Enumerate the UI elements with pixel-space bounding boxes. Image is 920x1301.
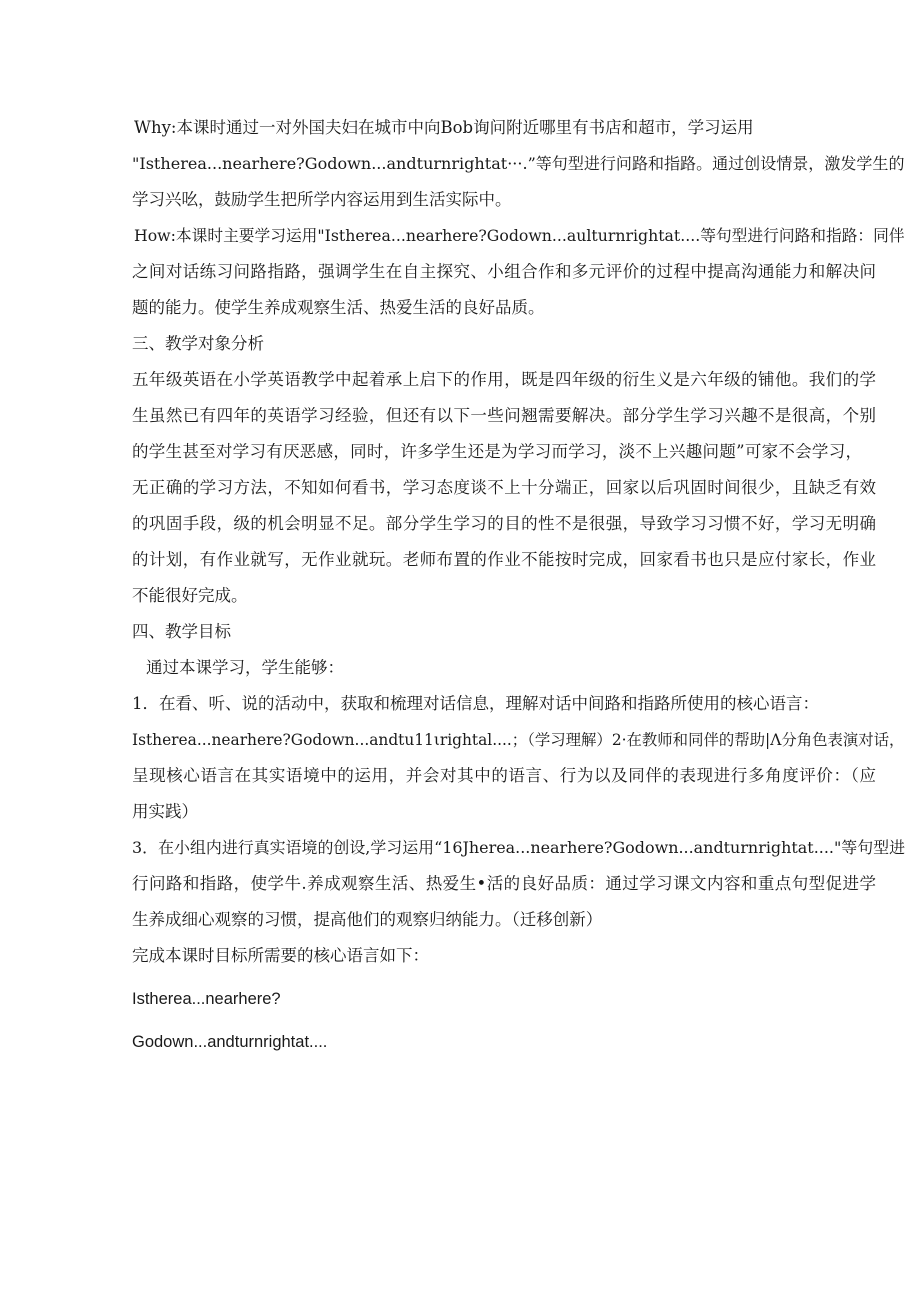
analysis-paragraph-line-6: 的计划，有作业就写，无作业就玩。老师布置的作业不能按时完成，回家看书也只是应付家长，作业	[132, 550, 876, 569]
analysis-paragraph-line-2: 生虽然已有四年的英语学习经验，但还有以下一些问翘需要解决。部分学生学习兴趣不是很高，个别	[132, 406, 876, 425]
goal-3-line-1: 3．在小组内进行真实语境的创设,学习运用“16Jherea...nearhere?Godown...andturnrightat...."等句型进	[132, 838, 906, 857]
goal-3-line-2: 行问路和指路，使学牛.养成观察生活、热爱生•活的良好品质：通过学习课文内容和重点句型促进学	[132, 874, 876, 893]
core-language-sentence-1: Istherea...nearhere?	[132, 990, 281, 1008]
analysis-paragraph-line-3: 的学生甚至对学习有厌恶感，同时，许多学生还是为学习而学习，淡不上兴趣问题”可家不会学习，	[132, 442, 862, 461]
goal-2-line-1: 呈现核心语言在其实语境中的运用，并会对其中的语言、行为以及同伴的表现进行多角度评价：（应	[132, 766, 876, 785]
how-paragraph-line-1: How:本课时主要学习运用"Istherea...nearhere?Godown...aulturnrightat....等句型进行问路和指路：同伴	[134, 226, 905, 245]
analysis-paragraph-line-5: 的巩固手段，级的机会明显不足。部分学生学习的目的性不是很强，导致学习习惯不好，学习无明确	[132, 514, 876, 533]
analysis-paragraph-line-4: 无正确的学习方法，不知如何看书，学习态度谈不上十分端正，回家以后巩固时间很少，且缺乏有效	[132, 478, 876, 497]
section-heading-teaching-goals: 四、教学目标	[132, 622, 231, 641]
why-paragraph-line-3: 学习兴吆，鼓励学生把所学内容运用到生活实际中。	[132, 190, 512, 209]
goal-1-line-1: 1．在看、听、说的活动中，获取和梳理对话信息，理解对话中间路和指路所使用的核心语言：	[132, 694, 819, 713]
goal-2-line-2: 用实践）	[132, 802, 198, 821]
goal-1-line-2: Istherea...nearhere?Godown...andtu11ιrightal....；（学习理解）2·在教师和同伴的帮助|Λ分角色表演对话，	[132, 731, 905, 749]
why-paragraph-line-2: "Istherea...nearhere?Godown...andturnrightat···.”等句型进行问路和指路。通过创设情景，激发学生的	[132, 154, 905, 173]
goals-intro: 通过本课学习，学生能够：	[146, 658, 344, 677]
core-language-intro: 完成本课时目标所需要的核心语言如下：	[132, 946, 429, 965]
why-paragraph-line-1: Why:本课时通过一对外国夫妇在城市中向Bob询问附近哪里有书店和超市，学习运用	[134, 118, 754, 137]
section-heading-student-analysis: 三、教学对象分析	[132, 334, 264, 353]
analysis-paragraph-line-7: 不能很好完成。	[132, 586, 248, 605]
how-paragraph-line-2: 之间对话练习问路指路，强调学生在自主探究、小组合作和多元评价的过程中提高沟通能力和解决问	[132, 262, 876, 281]
how-paragraph-line-3: 题的能力。使学生养成观察生活、热爱生活的良好品质。	[132, 298, 545, 317]
analysis-paragraph-line-1: 五年级英语在小学英语教学中起着承上启下的作用，既是四年级的衍生义是六年级的铺他。我们的学	[132, 370, 876, 389]
core-language-sentence-2: Godown...andturnrightat....	[132, 1033, 328, 1051]
goal-3-line-3: 生养成细心观察的习惯，提高他们的观察归纳能力。（迁移创新）	[132, 910, 603, 929]
